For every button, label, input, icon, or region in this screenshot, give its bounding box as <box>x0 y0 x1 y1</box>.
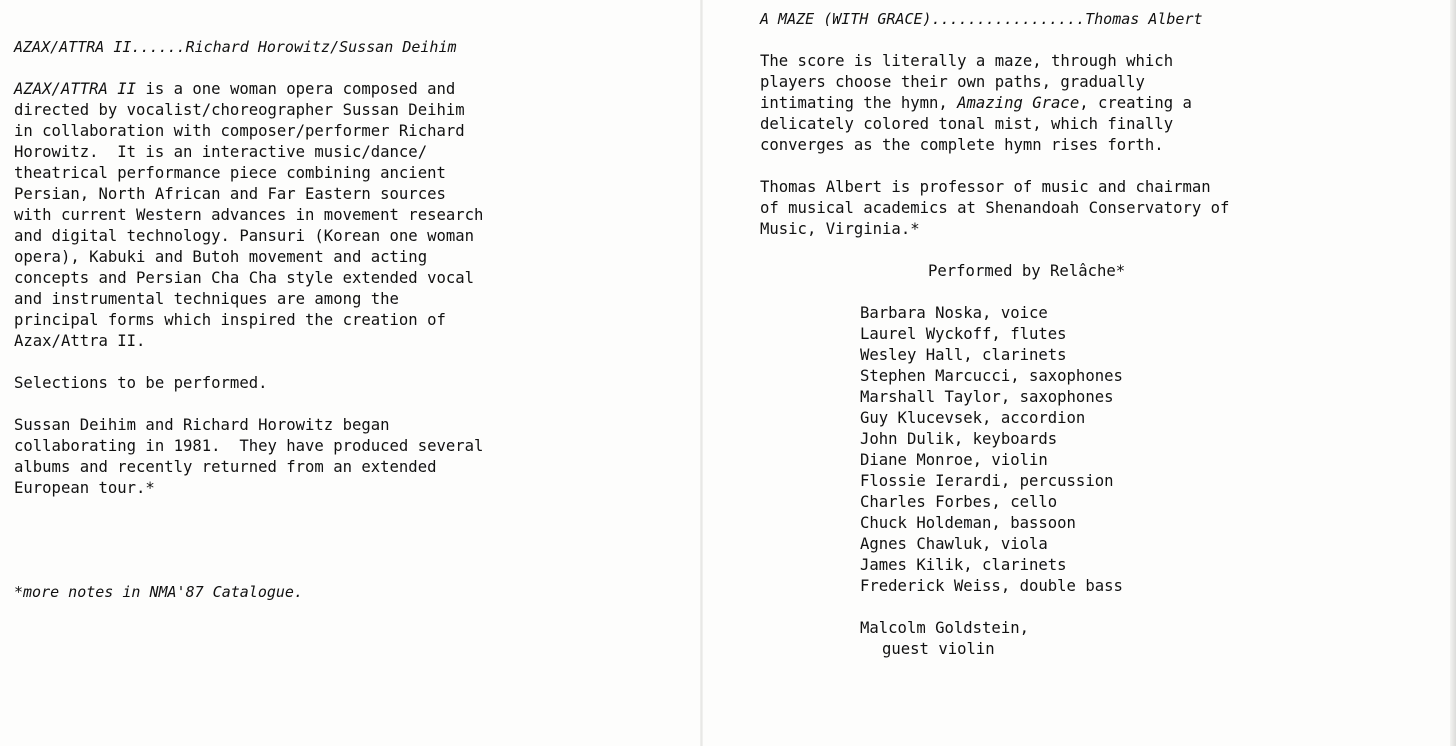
description-line: and instrumental techniques are among the <box>14 290 399 308</box>
performer-item: Agnes Chawluk, viola <box>860 535 1048 553</box>
description-line: is a one woman opera composed and <box>136 80 456 98</box>
performer-item: Guy Klucevsek, accordion <box>860 409 1086 427</box>
description-line: principal forms which inspired the creation of <box>14 311 446 329</box>
composer-line: of musical academics at Shenandoah Conservatory of <box>760 199 1230 217</box>
description-line: Horowitz. It is an interactive music/dance/ <box>14 143 428 161</box>
score-line-tail: , creating a <box>1079 94 1192 112</box>
description-line: and digital technology. Pansuri (Korean one woman <box>14 227 475 245</box>
performer-item: Laurel Wyckoff, flutes <box>860 325 1067 343</box>
performer-list <box>760 303 1440 597</box>
bio-line: albums and recently returned from an extended <box>14 458 437 476</box>
right-page <box>760 9 1440 660</box>
description-line: with current Western advances in movement research <box>14 206 484 224</box>
performer-item: James Kilik, clarinets <box>860 556 1067 574</box>
selections-note: Selections to be performed. <box>14 374 268 392</box>
page-fold <box>700 0 703 746</box>
description-line: directed by vocalist/choreographer Sussan Deihim <box>14 101 465 119</box>
artist-bio <box>14 415 694 499</box>
performer-item: Marshall Taylor, saxophones <box>860 388 1114 406</box>
performer-item: Wesley Hall, clarinets <box>860 346 1067 364</box>
bio-line: Sussan Deihim and Richard Horowitz began <box>14 416 390 434</box>
score-line: delicately colored tonal mist, which finally <box>760 115 1174 133</box>
description-line: theatrical performance piece combining ancient <box>14 164 446 182</box>
performer-item: Charles Forbes, cello <box>860 493 1058 511</box>
composer-line: Music, Virginia.* <box>760 220 920 238</box>
guest-performer <box>760 618 1440 660</box>
performer-item: Flossie Ierardi, percussion <box>860 472 1114 490</box>
piece-title-azax-attra: AZAX/ATTRA II......Richard Horowitz/Sussan Deihim <box>14 38 457 56</box>
description-line: concepts and Persian Cha Cha style extended vocal <box>14 269 475 287</box>
performer-item: Diane Monroe, violin <box>860 451 1048 469</box>
catalogue-footnote: *more notes in NMA'87 Catalogue. <box>14 583 303 601</box>
composer-line: Thomas Albert is professor of music and chairman <box>760 178 1211 196</box>
performer-item: Barbara Noska, voice <box>860 304 1048 322</box>
guest-role: guest violin <box>882 640 995 658</box>
azax-title-italic: AZAX/ATTRA II <box>14 80 137 98</box>
description-line: Persian, North African and Far Eastern sources <box>14 185 446 203</box>
description-line: opera), Kabuki and Butoh movement and acting <box>14 248 428 266</box>
guest-name: Malcolm Goldstein, <box>860 619 1029 637</box>
paper-edge <box>1450 0 1456 746</box>
score-line: players choose their own paths, gradually <box>760 73 1145 91</box>
azax-description <box>14 79 694 352</box>
description-line: in collaboration with composer/performer Richard <box>14 122 465 140</box>
performer-item: Frederick Weiss, double bass <box>860 577 1123 595</box>
hymn-title-italic: Amazing Grace <box>957 94 1080 112</box>
performer-item: Chuck Holdeman, bassoon <box>860 514 1076 532</box>
bio-line: European tour.* <box>14 479 155 497</box>
score-line: intimating the hymn, <box>760 94 958 112</box>
performer-item: Stephen Marcucci, saxophones <box>860 367 1123 385</box>
description-line: Azax/Attra II. <box>14 332 146 350</box>
ensemble-heading: Performed by Relâche* <box>928 262 1126 280</box>
bio-line: collaborating in 1981. They have produced several <box>14 437 484 455</box>
score-line: converges as the complete hymn rises forth. <box>760 136 1164 154</box>
score-line: The score is literally a maze, through which <box>760 52 1174 70</box>
left-page <box>14 37 694 520</box>
composer-bio <box>760 177 1440 240</box>
performer-item: John Dulik, keyboards <box>860 430 1058 448</box>
score-description <box>760 51 1440 156</box>
piece-title-a-maze: A MAZE (WITH GRACE).................Thomas Albert <box>760 10 1203 28</box>
